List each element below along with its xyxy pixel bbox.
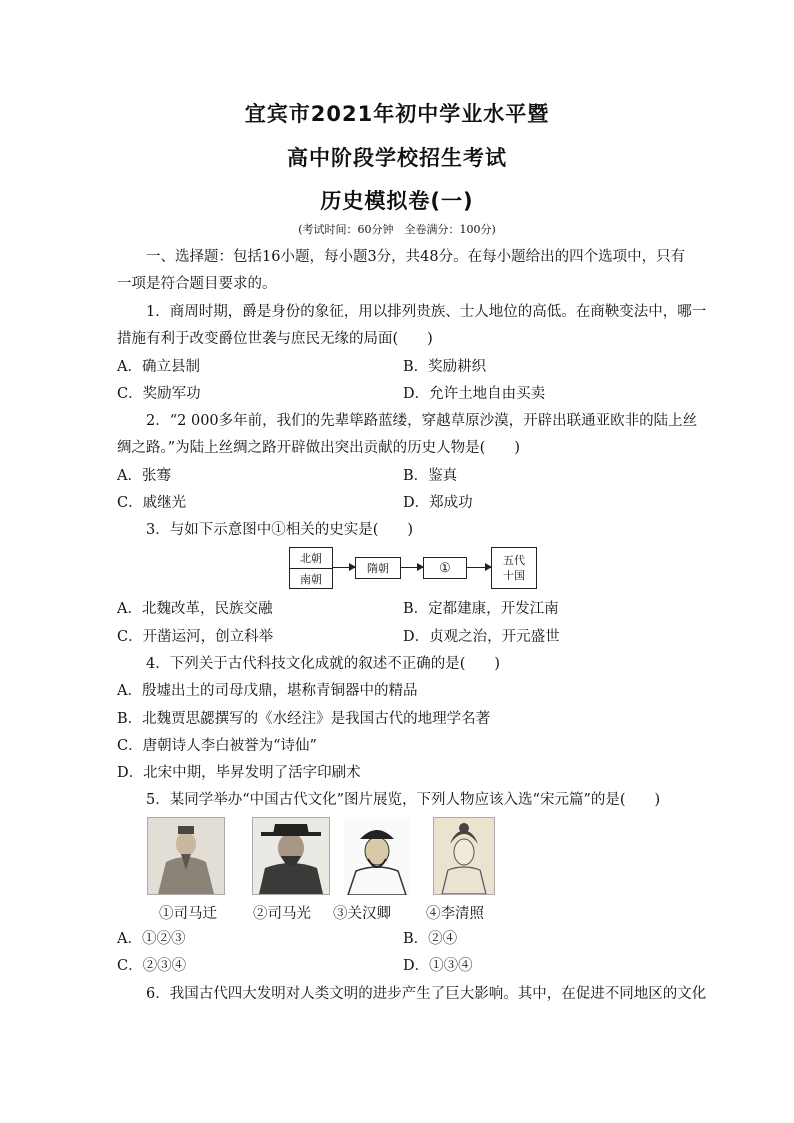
option-c: C．②③④ [117, 958, 187, 974]
flow-arrow [333, 567, 355, 568]
flow-box-blank-1: ① [423, 557, 467, 579]
portrait-image [147, 817, 225, 895]
flow-box-five-dynasties [491, 547, 537, 589]
question-stem: 6．我国古代四大发明对人类文明的进步产生了巨大影响。其中，在促进不同地区的文化 [146, 986, 707, 1002]
portrait-li-qingzhao-icon [434, 818, 494, 894]
option-a: A．①②③ [117, 931, 186, 947]
option-b: B．北魏贾思勰撰写的《水经注》是我国古代的地理学名著 [117, 711, 491, 727]
option-b: B．奖励耕织 [403, 359, 487, 375]
question-stem: 2．“2 000多年前，我们的先辈筚路蓝缕，穿越草原沙漠，开辟出联通亚欧非的陆上丝 [146, 413, 698, 429]
option-c: C．唐朝诗人李白被誉为“诗仙” [117, 738, 317, 754]
flow-box-label: 五代 [503, 554, 525, 567]
option-d: D．北宋中期，毕昇发明了活字印刷术 [117, 765, 361, 781]
portrait-sima-guang-icon [253, 818, 329, 894]
portrait-caption: ③关汉卿 [333, 906, 391, 922]
dynasty-flow-diagram [289, 547, 539, 589]
option-c: C．奖励军功 [117, 386, 201, 402]
portrait-gallery [0, 817, 794, 927]
option-a: A．确立县制 [117, 359, 200, 375]
option-a: A．殷墟出土的司母戊鼎，堪称青铜器中的精品 [117, 683, 418, 699]
portrait-image [433, 817, 495, 895]
flow-box-southern-dynasty: 南朝 [289, 568, 333, 589]
exam-title-line2: 高中阶段学校招生考试 [287, 146, 507, 170]
option-c: C．开凿运河，创立科举 [117, 629, 274, 645]
section-intro: 一项是符合题目要求的。 [117, 276, 277, 292]
option-d: D．①③④ [403, 958, 473, 974]
question-stem: 1．商周时期，爵是身份的象征，用以排列贵族、士人地位的高低。在商鞅变法中，哪一 [146, 304, 707, 320]
portrait-image [252, 817, 330, 895]
option-b: B．②④ [403, 931, 458, 947]
portrait-caption: ②司马光 [253, 906, 311, 922]
portrait-sima-qian-icon [148, 818, 224, 894]
flow-box-label: 十国 [503, 569, 525, 582]
portrait-image [344, 817, 410, 895]
section-intro: 一、选择题：包括16小题，每小题3分，共48分。在每小题给出的四个选项中，只有 [146, 249, 686, 265]
option-d: D．郑成功 [403, 495, 473, 511]
exam-title-line3: 历史模拟卷(一) [320, 189, 474, 213]
option-c: C．戚继光 [117, 495, 187, 511]
flow-arrow [401, 567, 423, 568]
question-stem: 4．下列关于古代科技文化成就的叙述不正确的是( ) [146, 656, 501, 672]
portrait-guan-hanqing-icon [344, 817, 410, 895]
portrait-caption: ①司马迁 [159, 906, 217, 922]
flow-box-northern-dynasty: 北朝 [289, 547, 333, 568]
flow-box-sui-dynasty: 隋朝 [355, 557, 401, 579]
option-b: B．定都建康，开发江南 [403, 601, 559, 617]
exam-title-line1: 宜宾市2021年初中学业水平暨 [244, 102, 550, 126]
question-stem: 绸之路。”为陆上丝绸之路开辟做出突出贡献的历史人物是( ) [117, 440, 520, 456]
question-stem: 措施有利于改变爵位世袭与庶民无缘的局面( ) [117, 331, 433, 347]
option-a: A．北魏改革，民族交融 [117, 601, 273, 617]
portrait-caption: ④李清照 [426, 906, 484, 922]
exam-info: (考试时间：60分钟 全卷满分：100分) [298, 223, 496, 236]
option-d: D．允许土地自由买卖 [403, 386, 546, 402]
question-stem: 5．某同学举办“中国古代文化”图片展览，下列人物应该入选“宋元篇”的是( ) [146, 792, 661, 808]
option-a: A．张骞 [117, 468, 171, 484]
question-stem: 3．与如下示意图中①相关的史实是( ) [146, 522, 414, 538]
flow-arrow [467, 567, 491, 568]
option-d: D．贞观之治，开元盛世 [403, 629, 560, 645]
option-b: B．鉴真 [403, 468, 458, 484]
